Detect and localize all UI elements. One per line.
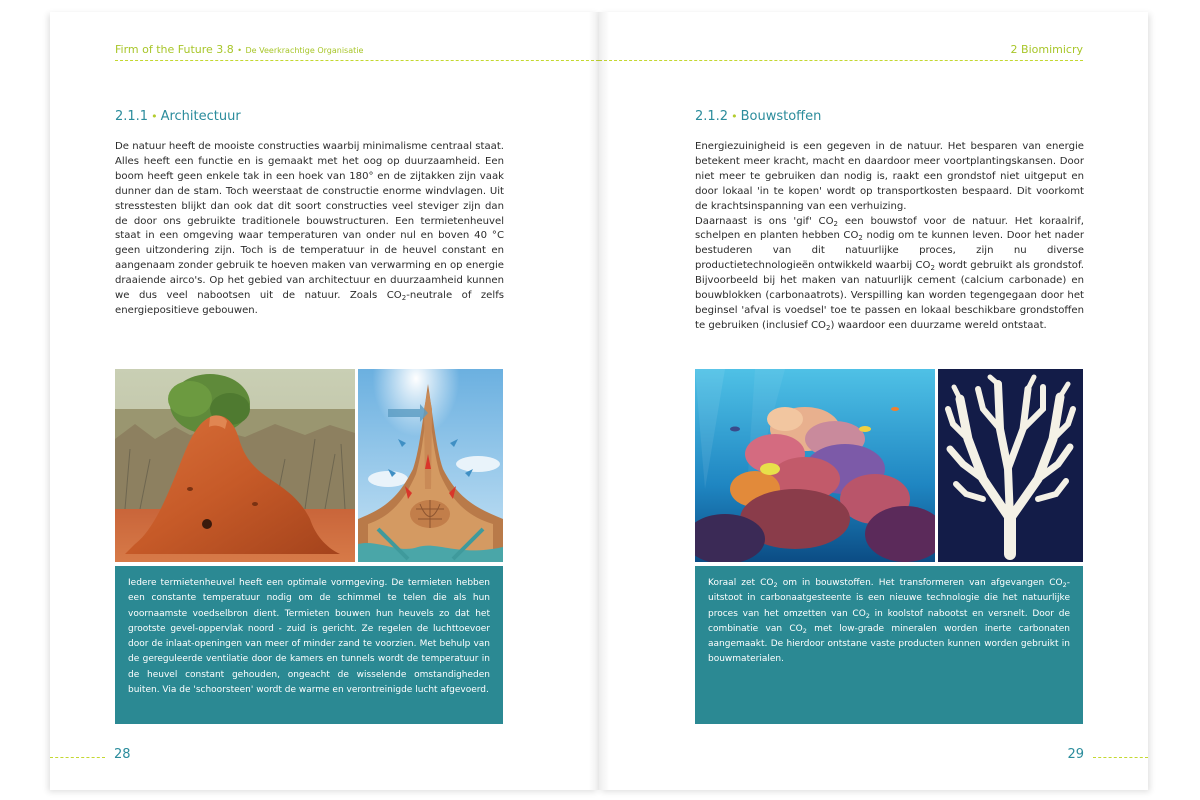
termite-ventilation-diagram	[358, 369, 503, 562]
header-bullet: •	[237, 46, 243, 55]
image-caption-termites: Iedere termietenheuvel heeft een optimale vormgeving. De termieten hebben een constante temperatuur nodig om de schimmel te telen die als hun voornaamste voedselbron dient. Termieten bouwen hun heuvels zo dat het grootste gevel-oppervlak noord - zuid is gericht. Ze regelen de luchttoevoer door de inlaat-openingen van meer of minder zand te voorzien. Met behulp van de gereguleerde ventilatie door de kamers en tunnels wordt de temperatuur in de heuvel constant gehouden, ongeacht de wisselende omstandigheden buiten. Via de 'schoorsteen' wordt de warme en verontreinigde lucht afgevoerd.	[115, 566, 503, 724]
section-bullet: •	[731, 110, 738, 123]
header-dashed-rule	[115, 60, 599, 61]
section-number: 2.1.1	[115, 109, 149, 124]
page-number-right: 29	[1067, 747, 1084, 762]
running-header-left	[115, 43, 363, 56]
footer-dashed-rule	[50, 757, 105, 758]
running-header-right: 2 Biomimicry	[1010, 43, 1083, 56]
body-paragraph-2: Daarnaast is ons 'gif' $CO_2$ een bouwstof voor de natuur. Het koraalrif, schelpen en planten hebben $CO_2$ nodig om te kunnen leven. Door het nader bestuderen van dit natuurlijke proces, zijn nu diverse productietechnologieën ontwikkeld waarbij $CO_2$ wordt gebruikt als grondstof. Bijvoorbeeld bij het maken van natuurlijk cement (calcium carbonade) en bouwblokken (carbonaatrots). Verspilling kan worden tegengegaan door het beginsel 'afval is voedsel' toe te passen en lokaal beschikbare grondstoffen te gebruiken (inclusief $CO_2$) waardoor een duurzame wereld ontstaat.	[695, 215, 1085, 332]
termite-mound-photo	[115, 369, 355, 562]
coral-reef-photo	[695, 369, 935, 562]
section-title: Architectuur	[160, 109, 241, 124]
section-heading-bouwstoffen	[695, 109, 821, 124]
section-bullet: •	[151, 110, 158, 123]
image-caption-coral: Koraal zet $CO_2$ om in bouwstoffen. Het transformeren van afgevangen $CO_2$-uitstoot in carbonaatgesteente is een nieuwe technologie die het natuurlijke proces van het omzetten van $CO_2$ in koolstof nabootst en versnelt. Door de combinatie van $CO_2$ met low-grade mineralen worden inerte carbonaten aangemaakt. De hierdoor ontstane vaste producten kunnen worden gebruikt in bouwmaterialen.	[695, 566, 1083, 724]
book-spread	[50, 12, 1148, 790]
publication-subtitle: De Veerkrachtige Organisatie	[245, 46, 364, 55]
right-page	[599, 12, 1148, 790]
body-paragraph-1: Energiezuinigheid is een gegeven in de natuur. Het besparen van energie betekent meer kracht, macht en daardoor meer voortplantingskansen. Door niet meer te gebruiken dan nodig is, raakt een grondstof niet uitgeput en door lokaal 'in te kopen' wordt op transportkosten bespaard. Dit voorkomt de krachtsinspanning van een verhuizing.	[695, 141, 1084, 212]
page-number-left: 28	[114, 747, 131, 762]
left-page	[50, 12, 599, 790]
body-text-block	[695, 140, 1084, 334]
section-heading-architectuur	[115, 109, 241, 124]
section-number: 2.1.2	[695, 109, 729, 124]
publication-title: Firm of the Future 3.8	[115, 43, 234, 56]
book-gutter	[589, 12, 609, 790]
header-dashed-rule	[599, 60, 1083, 61]
section-title: Bouwstoffen	[740, 109, 822, 124]
co2-subscript: 2	[401, 294, 407, 303]
white-coral-photo	[938, 369, 1083, 562]
body-paragraph: De natuur heeft de mooiste constructies waarbij minimalisme centraal staat. Alles heeft een functie en is gemaakt met het oog op duurzaamheid. Een boom heeft geen enkele tak in een hoek van 180° en de zijtakken zijn vaak dunner dan de stam. Toch weerstaat de constructie enorme windvlagen. Uit stresstesten blijkt dan ook dat dit soort constructies veel steviger zijn dan de door ons gebruikte traditionele bouwstructuren. Een termietenheuvel staat in een omgeving waar temperaturen van onder nul en boven 40 °C geen uitzondering zijn. Toch is de temperatuur in de heuvel constant en aangenaam zonder gebruik te hoeven maken van verwarming en op energie draaiende airco's. Op het gebied van architectuur en duurzaamheid kunnen we dus veel nabootsen uit de natuur. Zoals $CO_2$-neutrale of zelfs energiepositieve gebouwen.	[115, 141, 505, 316]
footer-dashed-rule	[1093, 757, 1148, 758]
